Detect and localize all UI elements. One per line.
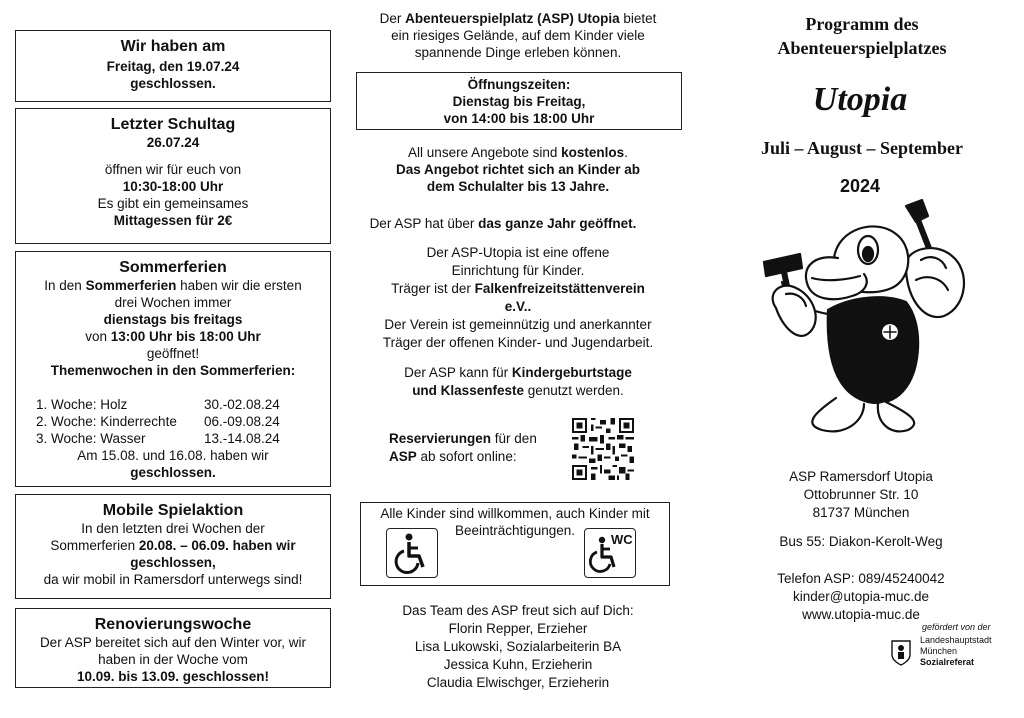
closed-notice-title: Wir haben am — [120, 38, 226, 55]
summer-closed-line: Am 15.08. und 16.08. haben wir — [77, 448, 269, 463]
summer-box — [15, 251, 331, 487]
last-school-day-line2: Es gibt ein gemeinsames — [97, 196, 249, 211]
bus-info: Bus 55: Diakon-Kerolt-Weg — [779, 534, 943, 549]
program-title: Programm des Abenteuerspielplatzes — [777, 14, 947, 58]
free-offer-text: All unsere Angebote sind kostenlos. Das Angebot richtet sich an Kinder ab dem Schulalter bis 13 Jahre. — [395, 145, 641, 194]
renovation-line2: haben in der Woche vom — [98, 652, 248, 667]
summer-title: Sommerferien — [119, 259, 227, 276]
last-school-day-hours: 10:30-18:00 Uhr — [122, 179, 224, 194]
bird-mascot-illustration — [756, 198, 988, 436]
opening-hours-time: von 14:00 bis 18:00 Uhr — [443, 111, 595, 126]
summer-line2: drei Wochen immer — [114, 295, 232, 310]
team-member: Jessica Kuhn, Erzieherin — [443, 657, 593, 672]
team-text — [348, 602, 688, 692]
summer-week-row: 2. Woche: Kinderrechte 06.-09.08.24 — [36, 414, 280, 429]
team-member: Claudia Elwischger, Erzieherin — [426, 675, 610, 690]
welcome-line2: Beeinträchtigungen. — [454, 523, 576, 538]
phone-text: Telefon ASP: 089/45240042 — [777, 571, 945, 586]
renovation-line1: Der ASP bereitet sich auf den Winter vor, wir — [39, 635, 307, 650]
summer-week-row: 3. Woche: Wasser 13.-14.08.24 — [36, 431, 280, 446]
summer-week-row: 1. Woche: Holz 30.-02.08.24 — [36, 397, 280, 412]
summer-line1: In den Sommerferien haben wir die ersten — [44, 278, 302, 293]
opening-hours-title: Öffnungszeiten: — [467, 77, 571, 92]
last-school-day-box — [15, 108, 331, 244]
renovation-title: Renovierungswoche — [94, 616, 252, 633]
closed-notice-word: geschlossen. — [130, 76, 216, 91]
wheelchair-icon — [386, 528, 438, 578]
reservation-text: Reservierungen für den ASP ab sofort online: — [389, 431, 537, 464]
opening-hours-days: Dienstag bis Freitag, — [452, 94, 586, 109]
year-round-text: Der ASP hat über das ganze Jahr geöffnet. — [369, 216, 637, 231]
closed-notice-box — [15, 30, 331, 102]
renovation-line3: 10.09. bis 13.09. geschlossen! — [76, 669, 270, 684]
renovation-box — [15, 608, 331, 688]
organisation-text: Der ASP-Utopia ist eine offene Einrichtung für Kinder. Träger ist der Falkenfreizeitstättenverein e.V.. Der Verein ist gemeinnützig und anerkannter Träger der offenen Kinder- und Jugendarbeit. — [382, 245, 654, 350]
year-heading: 2024 — [839, 176, 881, 196]
summer-line3: dienstags bis freitags — [103, 312, 243, 327]
munich-crest-icon — [890, 639, 912, 667]
wc-label: WC — [611, 532, 633, 547]
address-block — [736, 468, 986, 522]
last-school-day-meal: Mittagessen für 2€ — [113, 213, 233, 228]
mobile-line2: Sommerferien 20.08. – 06.09. haben wir — [50, 538, 296, 553]
contact-block — [736, 570, 986, 624]
utopia-logo: Utopia — [812, 81, 908, 118]
team-title: Das Team des ASP freut sich auf Dich: — [402, 603, 634, 618]
team-member: Florin Repper, Erzieher — [448, 621, 588, 636]
team-member: Lisa Lukowski, Sozialarbeiterin BA — [414, 639, 622, 654]
opening-hours-box — [356, 72, 682, 130]
last-school-day-title: Letzter Schultag — [110, 116, 236, 133]
email-link[interactable]: kinder@utopia-muc.de — [792, 589, 930, 604]
qr-code-icon[interactable] — [572, 418, 634, 480]
party-text: Der ASP kann für Kindergeburtstage und Klassenfeste genutzt werden. — [404, 365, 632, 398]
mobile-box — [15, 494, 331, 599]
last-school-day-line1: öffnen wir für euch von — [104, 162, 242, 177]
sponsor-block: gefördert von der Landeshauptstadt München Sozialreferat — [890, 622, 1000, 668]
address-line: 81737 München — [812, 505, 910, 520]
summer-closed-word: geschlossen. — [130, 465, 216, 480]
summer-line4: von 13:00 Uhr bis 18:00 Uhr — [85, 329, 261, 344]
address-line: Ottobrunner Str. 10 — [803, 487, 919, 502]
mobile-line1: In den letzten drei Wochen der — [81, 521, 265, 536]
mobile-line4: da wir mobil in Ramersdorf unterwegs sind! — [43, 572, 303, 587]
last-school-day-date: 26.07.24 — [146, 135, 200, 150]
address-line: ASP Ramersdorf Utopia — [789, 469, 933, 484]
intro-text: Der Abenteuerspielplatz (ASP) Utopia bietet ein riesiges Gelände, auf dem Kinder viele spannende Dinge erleben können. — [379, 11, 657, 60]
website-link[interactable]: www.utopia-muc.de — [802, 607, 920, 622]
months-heading: Juli – August – September — [760, 138, 964, 158]
summer-line5: geöffnet! — [146, 346, 200, 361]
sponsor-intro: gefördert von der — [922, 622, 991, 632]
mobile-title: Mobile Spielaktion — [102, 502, 244, 519]
mobile-line3: geschlossen, — [130, 555, 216, 570]
welcome-line1: Alle Kinder sind willkommen, auch Kinder mit — [380, 506, 650, 521]
summer-weeks-list — [36, 396, 330, 447]
closed-notice-date: Freitag, den 19.07.24 — [106, 59, 240, 74]
summer-themes-title: Themenwochen in den Sommerferien: — [50, 363, 296, 378]
wheelchair-wc-icon — [584, 528, 636, 578]
